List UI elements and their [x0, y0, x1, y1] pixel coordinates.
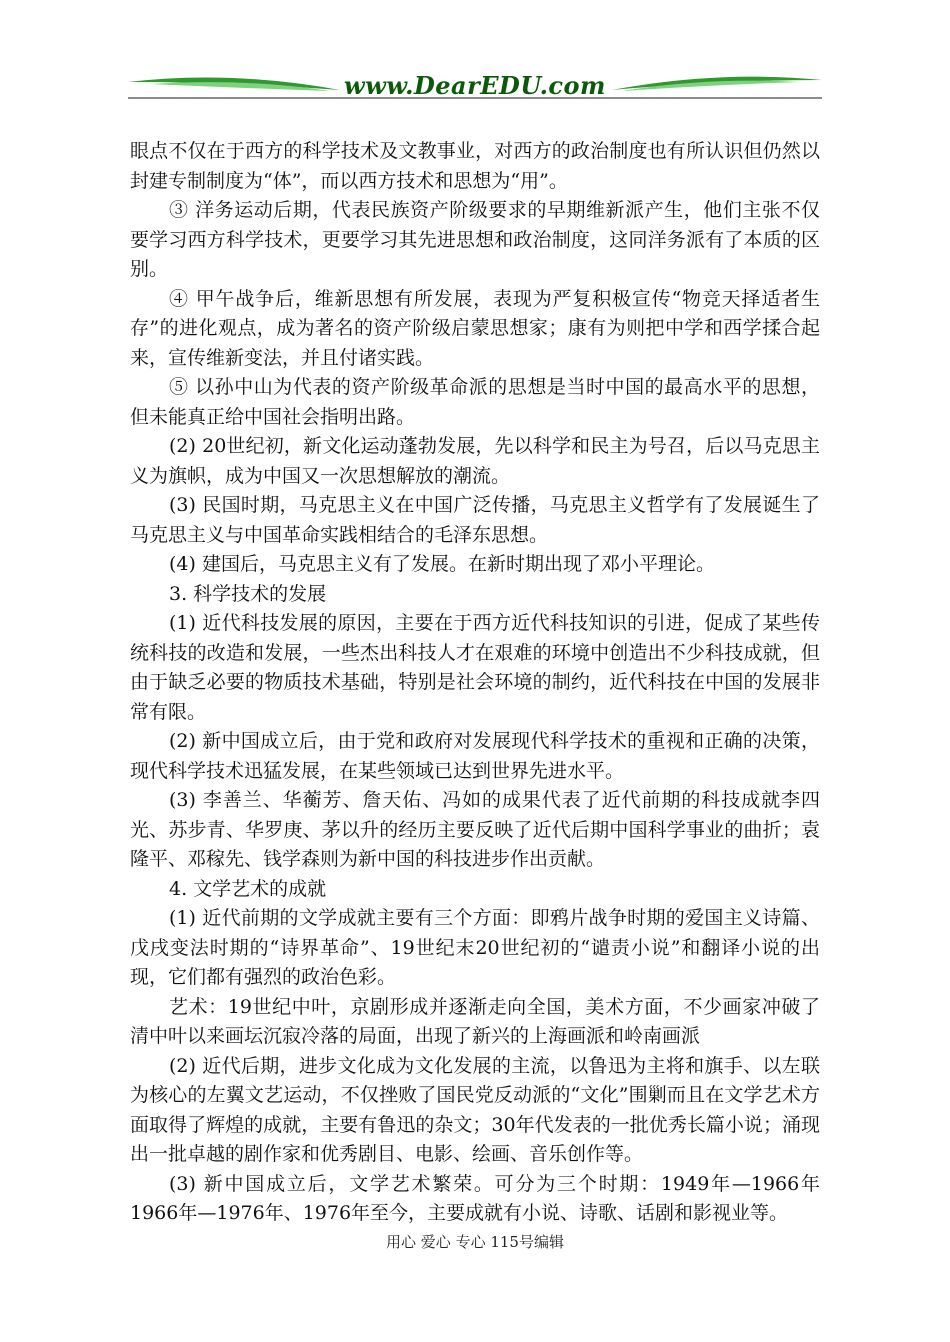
document-body: [130, 137, 820, 1229]
section-heading: 4. 文学艺术的成就: [169, 877, 327, 900]
paragraph: (3) 李善兰、华蘅芳、詹天佑、冯如的成果代表了近代前期的科技成就李四光、苏步青、华罗庚、茅以升的经历主要反映了近代后期中国科学事业的曲折；袁隆平、邓稼先、钱学森则为新中国的科技进步作出贡献。: [130, 789, 820, 870]
paragraph: (2) 近代后期，进步文化成为文化发展的主流，以鲁迅为主将和旗手、以左联为核心的左翼文艺运动，不仅挫败了国民党反动派的“文化”围剿而且在文学艺术方面取得了辉煌的成就，主要有鲁迅的杂文；30年代发表的一批优秀长篇小说；涌现出一批卓越的剧作家和优秀剧目、电影、绘画、音乐创作等。: [130, 1054, 820, 1165]
paragraph: 艺术：19世纪中叶，京剧形成并逐渐走向全国，美术方面，不少画家冲破了清中叶以来画坛沉寂冷落的局面，出现了新兴的上海画派和岭南画派: [130, 995, 820, 1047]
paragraph: (3) 民国时期，马克思主义在中国广泛传播，马克思主义哲学有了发展诞生了马克思主义与中国革命实践相结合的毛泽东思想。: [130, 494, 820, 546]
paragraph: (3) 新中国成立后，文学艺术繁荣。可分为三个时期：1949年—1966年1966年—1976年、1976年至今，主要成就有小说、诗歌、话剧和影视业等。: [130, 1172, 820, 1224]
site-title: www.DearEDU.com: [344, 71, 606, 100]
paragraph: (1) 近代前期的文学成就主要有三个方面：即鸦片战争时期的爱国主义诗篇、戊戌变法时期的“诗界革命”、19世纪末20世纪初的“谴责小说”和翻译小说的出现，它们都有强烈的政治色彩。: [130, 907, 820, 988]
paragraph: (2) 新中国成立后，由于党和政府对发展现代科学技术的重视和正确的决策，现代科学技术迅猛发展，在某些领域已达到世界先进水平。: [130, 730, 820, 782]
paragraph: (4) 建国后，马克思主义有了发展。在新时期出现了邓小平理论。: [169, 553, 715, 575]
paragraph: ③ 洋务运动后期，代表民族资产阶级要求的早期维新派产生，他们主张不仅要学习西方科学技术，更要学习其先进思想和政治制度，这同洋务派有了本质的区别。: [130, 199, 820, 280]
paragraph: (2) 20世纪初，新文化运动蓬勃发展，先以科学和民主为号召，后以马克思主义为旗帜，成为中国又一次思想解放的潮流。: [130, 435, 820, 487]
paragraph: ⑤ 以孙中山为代表的资产阶级革命派的思想是当时中国的最高水平的思想，但未能真正给中国社会指明出路。: [130, 376, 820, 428]
paragraph: (1) 近代科技发展的原因，主要在于西方近代科技知识的引进，促成了某些传统科技的改造和发展，一些杰出科技人才在艰难的环境中创造出不少科技成就，但由于缺乏必要的物质技术基础，特别是社会环境的制约，近代科技在中国的发展非常有限。: [130, 612, 820, 723]
section-heading: 3. 科学技术的发展: [169, 582, 327, 605]
paragraph: ④ 甲午战争后，维新思想有所发展，表现为严复积极宣传“物竞天择适者生存”的进化观点，成为著名的资产阶级启蒙思想家；康有为则把中学和西学揉合起来，宣传维新变法，并且付诸实践。: [130, 287, 820, 369]
paragraph: 眼点不仅在于西方的科学技术及文教事业，对西方的政治制度也有所认识但仍然以封建专制制度为“体”，而以西方技术和思想为“用”。: [130, 140, 820, 192]
page-footer: 用心 爱心 专心 115号编辑: [386, 1233, 564, 1251]
page-header: [0, 68, 950, 112]
